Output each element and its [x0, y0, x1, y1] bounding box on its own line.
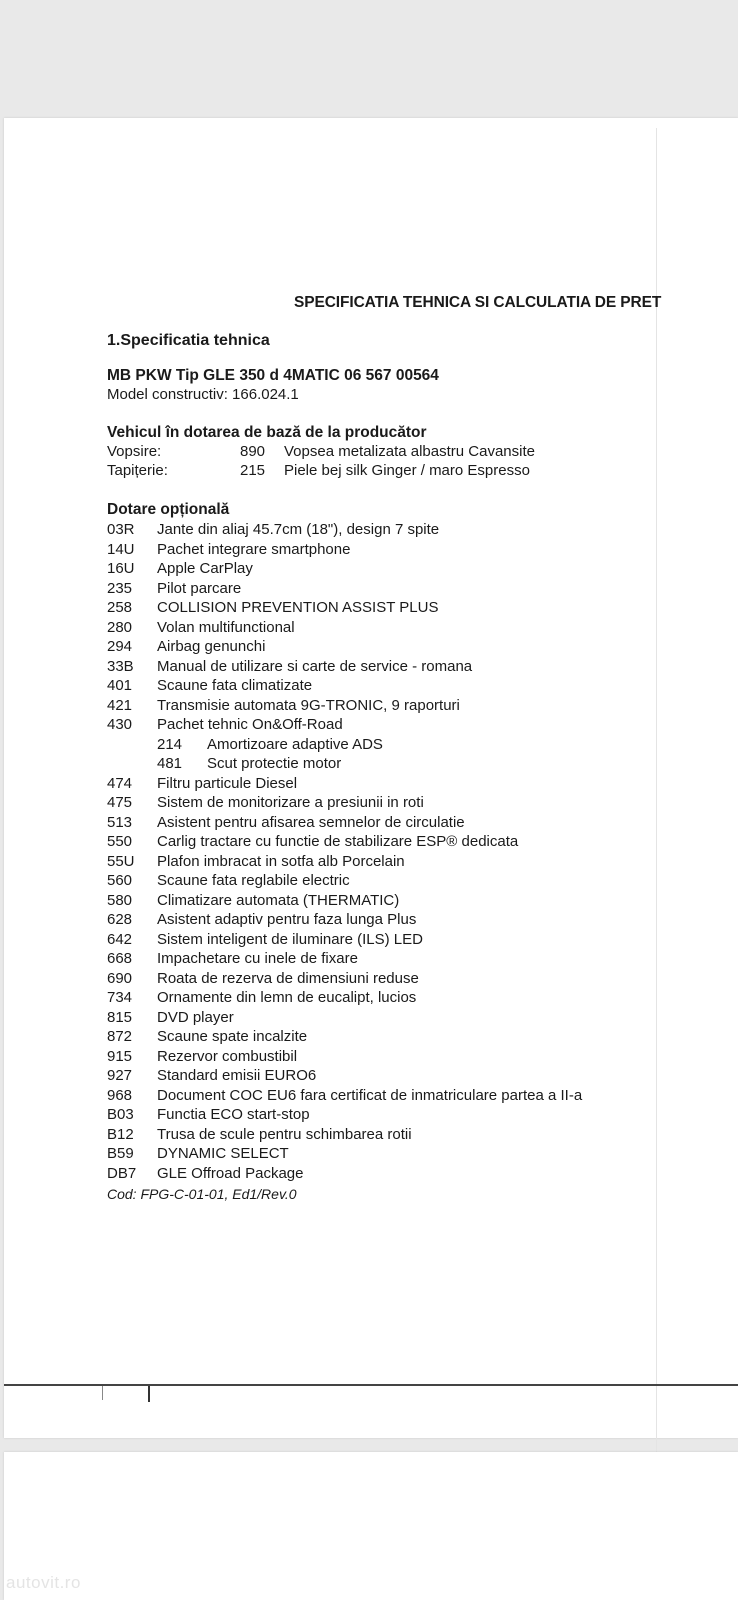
option-row: [107, 1145, 667, 1165]
base-row-desc: Vopsea metalizata albastru Cavansite: [284, 443, 535, 460]
optional-equipment-list: [107, 521, 667, 1184]
option-row: [107, 775, 667, 795]
option-code: 16U: [107, 560, 135, 577]
option-desc: Scaune fata climatizate: [157, 677, 313, 694]
base-row-label: Tapițerie:: [107, 462, 168, 479]
option-desc: Scut protectie motor: [207, 755, 342, 772]
option-row: [107, 677, 667, 697]
option-row: [107, 872, 667, 892]
option-code: 872: [107, 1028, 133, 1045]
option-row: [107, 950, 667, 970]
option-desc: DYNAMIC SELECT: [157, 1145, 289, 1162]
option-desc: Roata de rezerva de dimensiuni reduse: [157, 969, 419, 987]
option-code: 927: [107, 1067, 133, 1084]
option-desc: Sistem de monitorizare a presiunii in roti: [157, 794, 424, 811]
option-desc: Manual de utilizare si carte de service - romana: [157, 657, 473, 675]
option-code: 815: [107, 1008, 133, 1026]
option-row: [107, 658, 667, 678]
option-desc: Jante din aliaj 45.7cm (18"), design 7 spite: [157, 521, 440, 538]
option-row: [107, 1165, 667, 1185]
option-row: [107, 1048, 667, 1068]
option-code: 235: [107, 579, 133, 597]
option-row: [107, 716, 667, 736]
option-desc: Volan multifunctional: [157, 618, 295, 636]
option-row: [107, 619, 667, 639]
document-code: Cod: FPG-C-01-01, Ed1/Rev.0: [107, 1186, 297, 1202]
option-code: 03R: [107, 521, 135, 538]
option-desc: Ornamente din lemn de eucalipt, lucios: [157, 989, 417, 1006]
next-page: [4, 1452, 738, 1600]
option-code: B03: [107, 1106, 134, 1123]
option-code: 690: [107, 969, 133, 987]
option-row: [107, 1009, 667, 1029]
option-desc: Pilot parcare: [157, 579, 242, 597]
option-desc: Climatizare automata (THERMATIC): [157, 891, 400, 909]
option-desc: Sistem inteligent de iluminare (ILS) LED: [157, 930, 423, 948]
option-code: 401: [107, 677, 133, 694]
option-desc: Carlig tractare cu functie de stabilizare ESP® dedicata: [157, 833, 519, 850]
base-equipment-heading: Vehicul în dotarea de bază de la producător: [107, 424, 427, 441]
section-heading: 1.Specificatia tehnica: [107, 332, 270, 349]
option-code: 481: [157, 755, 183, 772]
option-desc: GLE Offroad Package: [157, 1164, 304, 1182]
base-row-desc: Piele bej silk Ginger / maro Espresso: [284, 462, 530, 479]
option-desc: Functia ECO start-stop: [157, 1106, 310, 1123]
option-desc: Scaune fata reglabile electric: [157, 872, 350, 889]
base-row-code: 215: [240, 462, 266, 479]
sub-option-row: [107, 755, 667, 775]
option-row: [107, 697, 667, 717]
option-row: [107, 989, 667, 1009]
option-code: 734: [107, 989, 133, 1006]
option-row: [107, 970, 667, 990]
option-desc: Airbag genunchi: [157, 638, 266, 655]
option-code: 421: [107, 696, 133, 714]
option-code: 474: [107, 774, 133, 792]
option-row: [107, 1028, 667, 1048]
option-desc: Pachet integrare smartphone: [157, 540, 351, 558]
option-code: 475: [107, 794, 133, 811]
option-row: [107, 560, 667, 580]
option-desc: DVD player: [157, 1008, 234, 1026]
option-code: 642: [107, 930, 133, 948]
option-code: 294: [107, 638, 133, 655]
option-code: B12: [107, 1125, 134, 1143]
option-code: 14U: [107, 540, 135, 558]
option-desc: Rezervor combustibil: [157, 1047, 298, 1065]
document-title: SPECIFICATIA TEHNICA SI CALCULATIA DE PRET: [294, 294, 662, 311]
option-row: [107, 1067, 667, 1087]
option-code: 513: [107, 813, 133, 831]
option-code: 214: [157, 735, 183, 753]
option-row: [107, 541, 667, 561]
option-code: 560: [107, 872, 133, 889]
option-row: [107, 853, 667, 873]
option-desc: Document COC EU6 fara certificat de inmatriculare partea a II-a: [157, 1086, 583, 1104]
model-line: MB PKW Tip GLE 350 d 4MATIC 06 567 00564: [107, 367, 439, 384]
page-bottom-tick: [102, 1386, 103, 1400]
option-code: 550: [107, 833, 133, 850]
option-code: 430: [107, 716, 133, 733]
option-code: 55U: [107, 852, 135, 870]
option-desc: Amortizoare adaptive ADS: [207, 735, 383, 753]
sub-option-row: [107, 736, 667, 756]
option-row: [107, 833, 667, 853]
optional-equipment-heading: Dotare opțională: [107, 501, 230, 518]
model-constructive: Model constructiv: 166.024.1: [107, 386, 299, 403]
page-bottom-tick: [148, 1386, 150, 1402]
base-row-label: Vopsire:: [107, 443, 162, 460]
option-row: [107, 1106, 667, 1126]
option-row: [107, 638, 667, 658]
watermark: autovit.ro: [6, 1573, 81, 1592]
option-desc: Trusa de scule pentru schimbarea rotii: [157, 1125, 412, 1143]
option-code: 668: [107, 950, 133, 967]
option-desc: Pachet tehnic On&Off-Road: [157, 716, 343, 733]
option-code: 580: [107, 891, 133, 909]
option-desc: COLLISION PREVENTION ASSIST PLUS: [157, 599, 439, 616]
option-row: [107, 892, 667, 912]
option-row: [107, 814, 667, 834]
option-desc: Transmisie automata 9G-TRONIC, 9 raporturi: [157, 696, 460, 714]
option-row: [107, 1087, 667, 1107]
option-code: B59: [107, 1145, 134, 1162]
option-code: 968: [107, 1086, 133, 1104]
option-row: [107, 794, 667, 814]
option-row: [107, 911, 667, 931]
option-code: 258: [107, 599, 133, 616]
option-row: [107, 580, 667, 600]
option-desc: Scaune spate incalzite: [157, 1028, 308, 1045]
option-row: [107, 599, 667, 619]
option-code: 628: [107, 911, 133, 928]
option-row: [107, 1126, 667, 1146]
option-desc: Asistent pentru afisarea semnelor de circulatie: [157, 813, 465, 831]
base-row-code: 890: [240, 443, 266, 460]
option-row: [107, 931, 667, 951]
option-row: [107, 521, 667, 541]
option-code: 33B: [107, 657, 134, 675]
option-code: DB7: [107, 1164, 137, 1182]
option-desc: Asistent adaptiv pentru faza lunga Plus: [157, 911, 417, 928]
option-code: 280: [107, 618, 133, 636]
page-bottom-rule: [4, 1384, 738, 1386]
option-desc: Impachetare cu inele de fixare: [157, 950, 358, 967]
option-desc: Standard emisii EURO6: [157, 1067, 317, 1084]
option-code: 915: [107, 1047, 133, 1065]
option-desc: Filtru particule Diesel: [157, 774, 298, 792]
option-desc: Plafon imbracat in sotfa alb Porcelain: [157, 852, 405, 870]
document-page: [4, 118, 738, 1438]
option-desc: Apple CarPlay: [157, 560, 253, 577]
